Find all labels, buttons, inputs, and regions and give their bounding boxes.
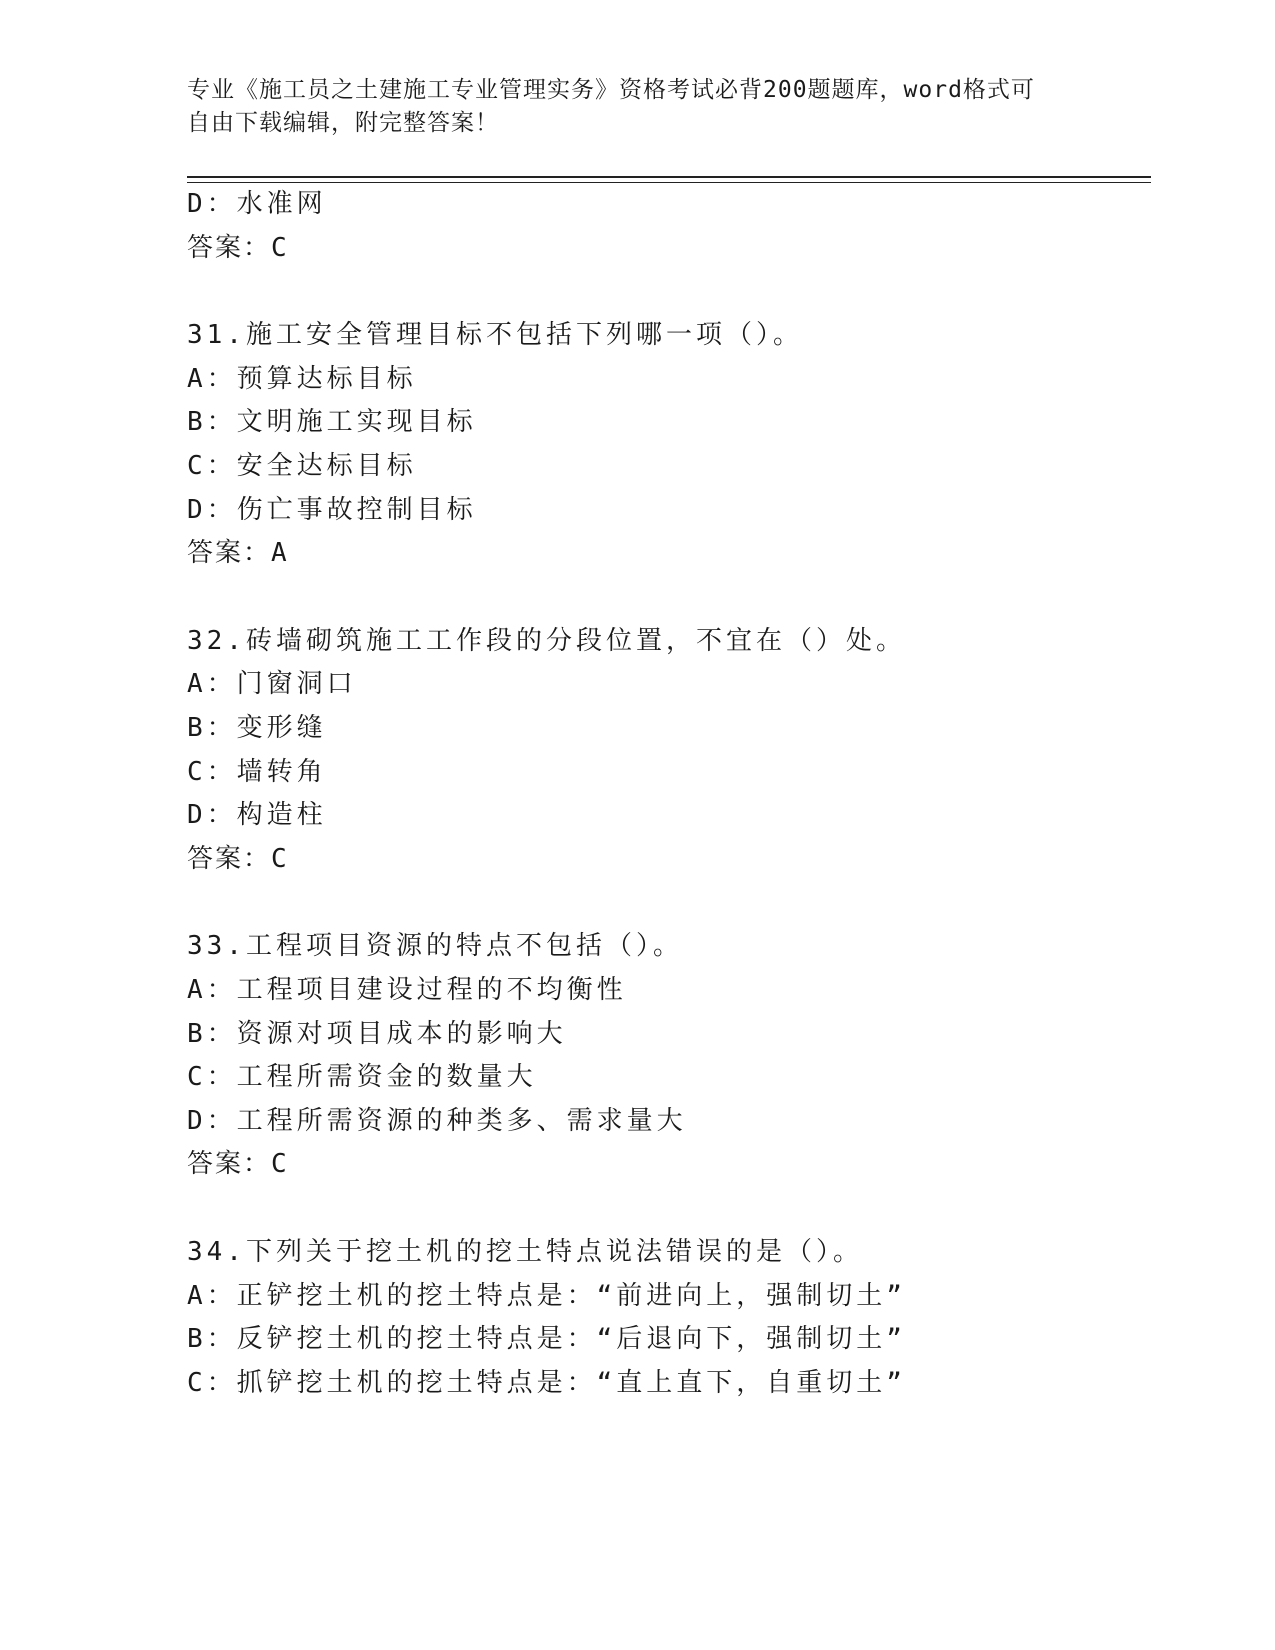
question-text: 31.施工安全管理目标不包括下列哪一项（）。 bbox=[187, 320, 803, 350]
option-text: B：资源对项目成本的影响大 bbox=[187, 1019, 567, 1049]
option-text: A：工程项目建设过程的不均衡性 bbox=[187, 975, 627, 1005]
question-text: 33.工程项目资源的特点不包括（）。 bbox=[187, 931, 683, 961]
question-text: 34.下列关于挖土机的挖土特点说法错误的是（）。 bbox=[187, 1237, 863, 1267]
option-text: A：预算达标目标 bbox=[187, 364, 417, 394]
header-line-1: 专业《施工员之土建施工专业管理实务》资格考试必背200题题库，word格式可 bbox=[187, 77, 1035, 103]
option-text: D：水准网 bbox=[187, 189, 327, 219]
option-text: C：安全达标目标 bbox=[187, 451, 417, 481]
option-text: D：工程所需资源的种类多、需求量大 bbox=[187, 1106, 687, 1136]
answer-label: 答案： bbox=[187, 1149, 272, 1179]
option-text: C：工程所需资金的数量大 bbox=[187, 1062, 537, 1092]
answer-label: 答案： bbox=[187, 538, 272, 568]
answer-line bbox=[187, 1148, 289, 1180]
answer-label: 答案： bbox=[187, 844, 272, 874]
answer-line bbox=[187, 537, 289, 569]
answer-line bbox=[187, 232, 289, 264]
option-text: B：反铲挖土机的挖土特点是：“后退向下，强制切土” bbox=[187, 1324, 906, 1354]
header-rule-thick bbox=[187, 176, 1151, 178]
answer-line bbox=[187, 843, 289, 875]
option-text: A：门窗洞口 bbox=[187, 669, 357, 699]
option-text: D：构造柱 bbox=[187, 800, 327, 830]
option-text: A：正铲挖土机的挖土特点是：“前进向上，强制切土” bbox=[187, 1281, 906, 1311]
answer-label: 答案： bbox=[187, 233, 272, 263]
option-text: B：变形缝 bbox=[187, 713, 327, 743]
option-text: D：伤亡事故控制目标 bbox=[187, 495, 477, 525]
header-line-2: 自由下载编辑，附完整答案！ bbox=[187, 110, 499, 136]
answer-value: C bbox=[271, 844, 289, 874]
answer-value: C bbox=[271, 233, 289, 263]
option-text: C：墙转角 bbox=[187, 757, 327, 787]
answer-value: A bbox=[271, 538, 289, 568]
header-rule-thin bbox=[187, 182, 1151, 183]
document-header bbox=[187, 74, 1067, 140]
option-text: C：抓铲挖土机的挖土特点是：“直上直下，自重切土” bbox=[187, 1368, 906, 1398]
question-text: 32.砖墙砌筑施工工作段的分段位置，不宜在（）处。 bbox=[187, 626, 906, 656]
option-text: B：文明施工实现目标 bbox=[187, 407, 477, 437]
answer-value: C bbox=[271, 1149, 289, 1179]
